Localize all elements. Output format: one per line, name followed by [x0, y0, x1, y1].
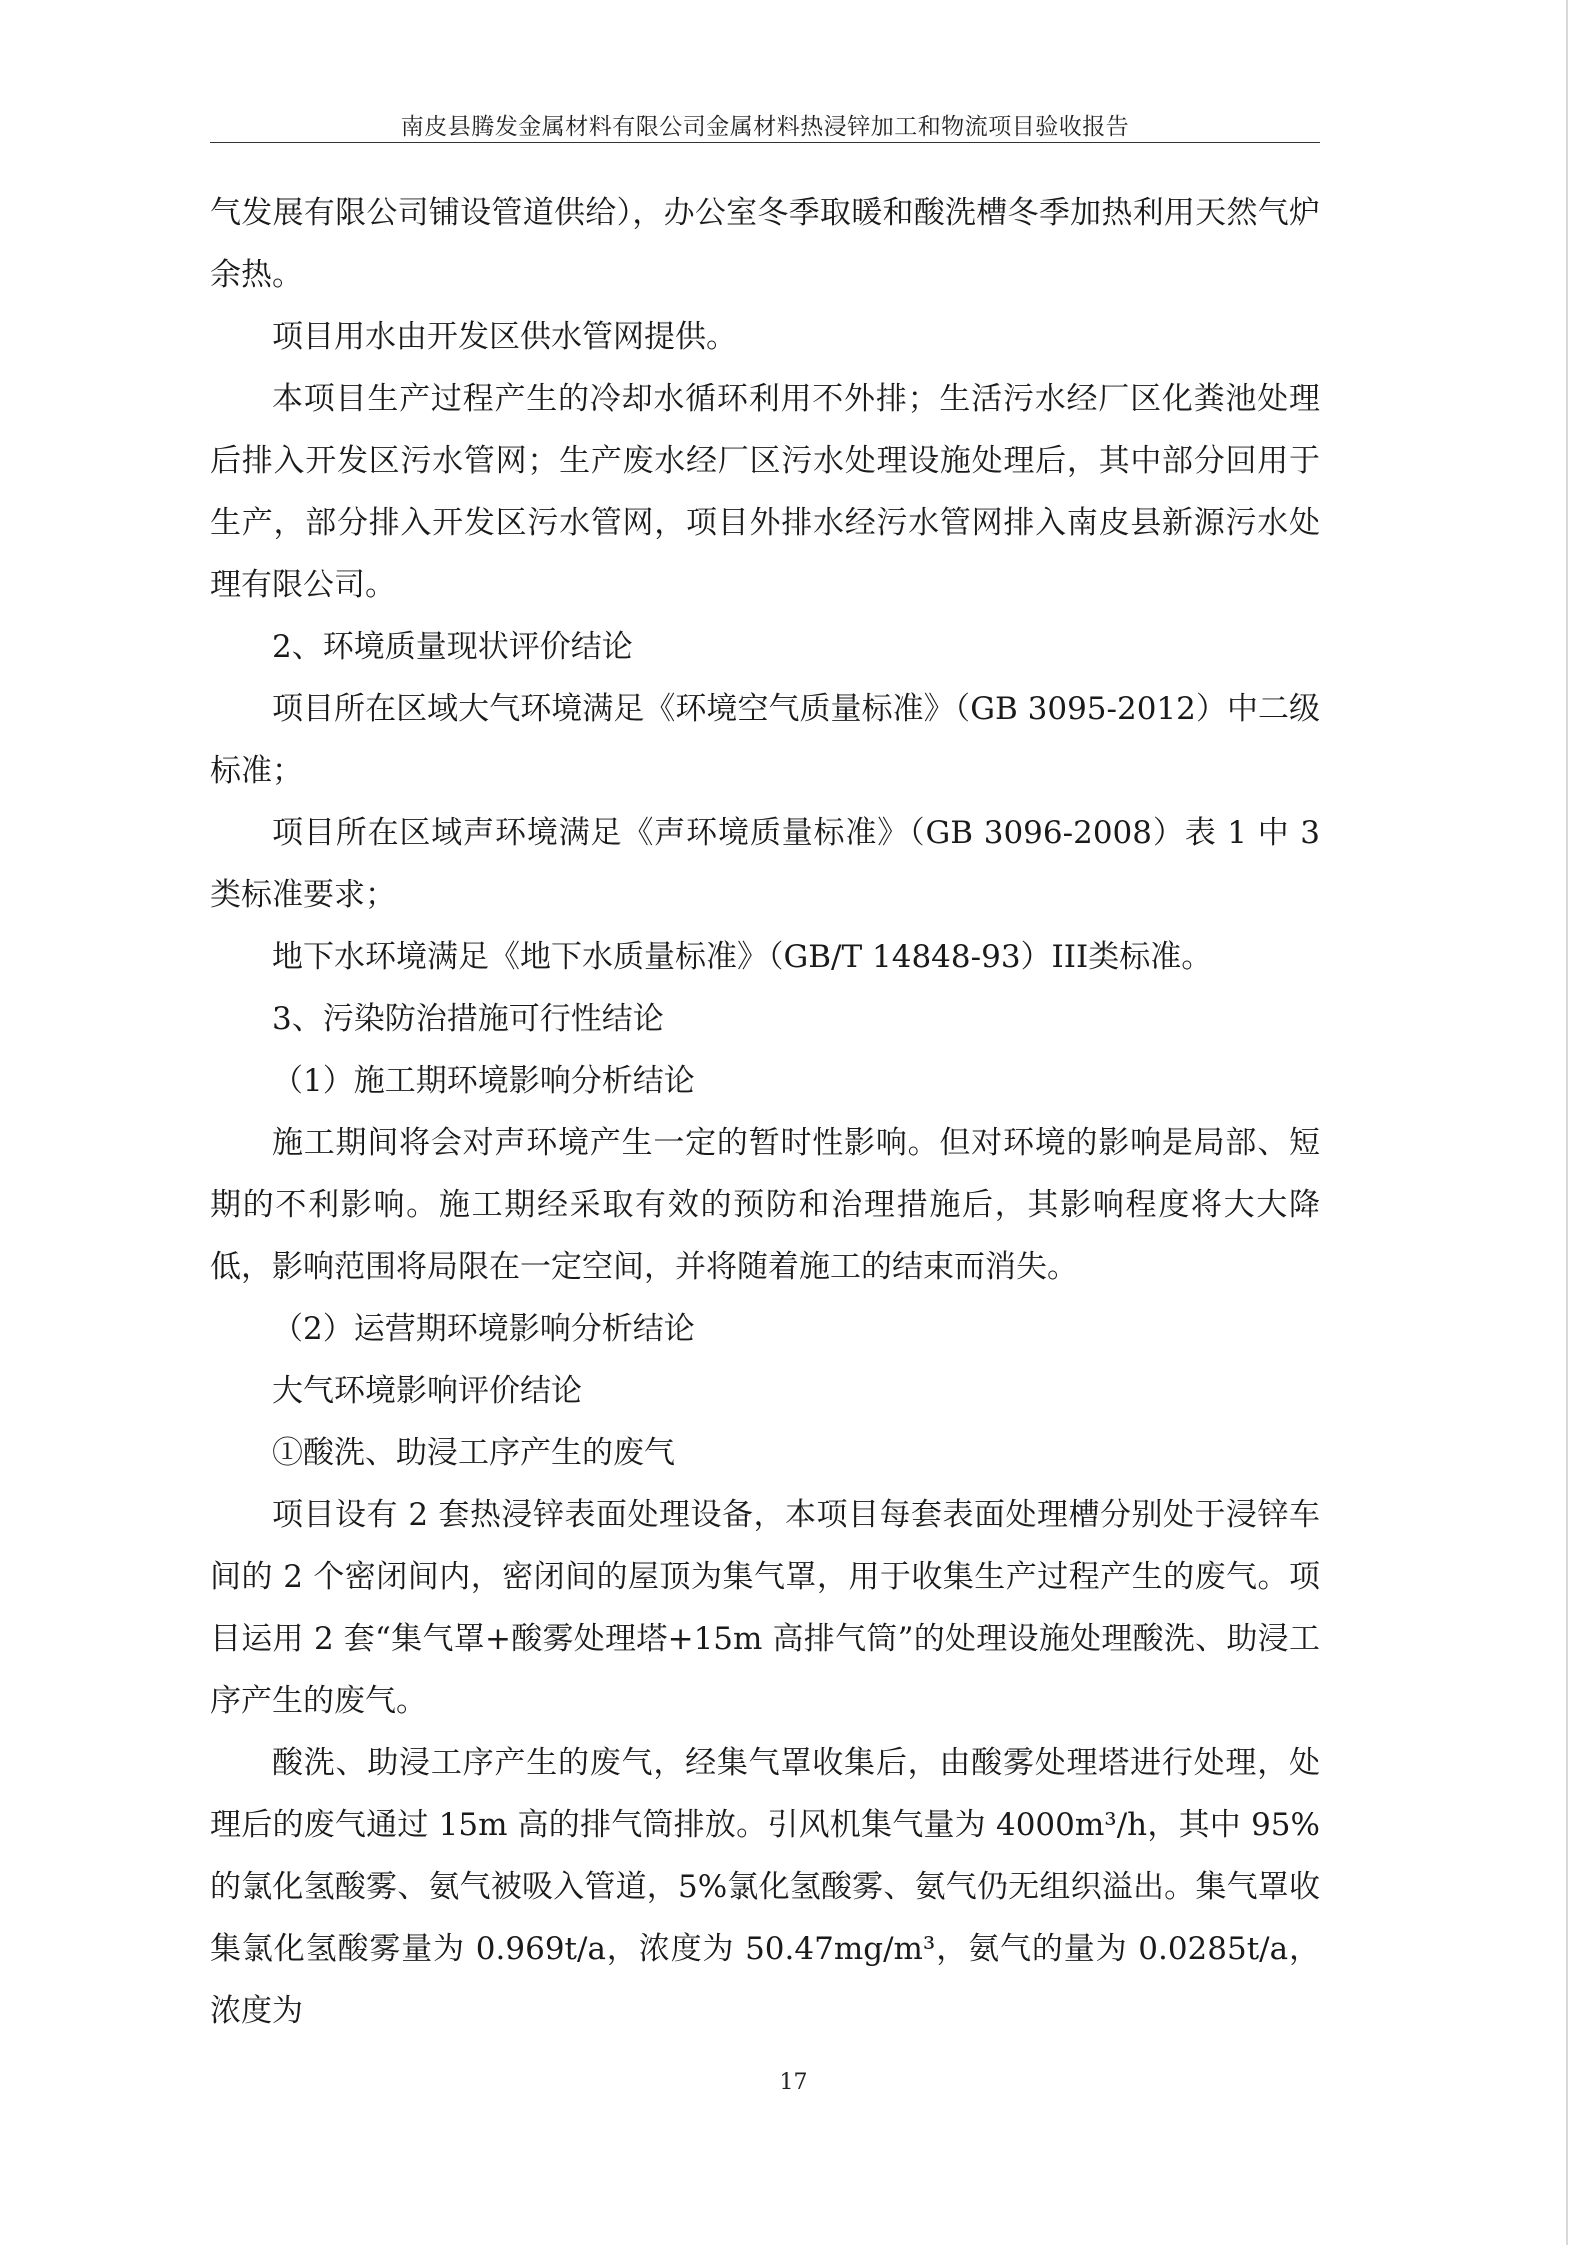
subsection-heading: 大气环境影响评价结论: [272, 1373, 582, 1409]
paragraph: 项目所在区域大气环境满足《环境空气质量标准》（GB 3095-2012）中二级标准；: [210, 691, 1320, 789]
paragraph: 项目用水由开发区供水管网提供。: [272, 319, 737, 355]
page-number: 17: [779, 2070, 808, 2095]
page-edge-shadow: [1566, 0, 1568, 2245]
paragraph: 本项目生产过程产生的冷却水循环利用不外排；生活污水经厂区化粪池处理后排入开发区污水管网；生产废水经厂区污水处理设施处理后，其中部分回用于生产，部分排入开发区污水管网，项目外排水经污水管网排入南皮县新源污水处理有限公司。: [210, 381, 1320, 603]
paragraph: 酸洗、助浸工序产生的废气，经集气罩收集后，由酸雾处理塔进行处理，处理后的废气通过 15m 高的排气筒排放。引风机集气量为 4000m³/h，其中 95%的氯化氢酸雾、氨气被吸入管道，5%氯化氢酸雾、氨气仍无组织溢出。集气罩收集氯化氢酸雾量为 0.969t/a，浓度为 50.47mg/m³，氨气的量为 0.0285t/a，浓度为: [210, 1745, 1320, 2029]
body-text: [210, 182, 1320, 2042]
paragraph: 项目设有 2 套热浸锌表面处理设备，本项目每套表面处理槽分别处于浸锌车间的 2 个密闭间内，密闭间的屋顶为集气罩，用于收集生产过程产生的废气。项目运用 2 套“集气罩+酸雾处理塔+15m 高排气筒”的处理设施处理酸洗、助浸工序产生的废气。: [210, 1497, 1320, 1719]
section-heading: 3、污染防治措施可行性结论: [272, 1001, 664, 1037]
paragraph: 项目所在区域声环境满足《声环境质量标准》（GB 3096-2008）表 1 中 3 类标准要求；: [210, 815, 1320, 913]
paragraph: 地下水环境满足《地下水质量标准》（GB/T 14848-93）III类标准。: [272, 939, 1213, 975]
subsection-heading: （1）施工期环境影响分析结论: [272, 1063, 695, 1099]
running-header: 南皮县腾发金属材料有限公司金属材料热浸锌加工和物流项目验收报告: [400, 114, 1130, 140]
paragraph: 气发展有限公司铺设管道供给），办公室冬季取暖和酸洗槽冬季加热利用天然气炉余热。: [210, 195, 1320, 293]
section-heading: 2、环境质量现状评价结论: [272, 629, 633, 665]
subsection-heading: ①酸洗、助浸工序产生的废气: [272, 1435, 675, 1471]
paragraph: 施工期间将会对声环境产生一定的暂时性影响。但对环境的影响是局部、短期的不利影响。施工期经采取有效的预防和治理措施后，其影响程度将大大降低，影响范围将局限在一定空间，并将随着施工的结束而消失。: [210, 1125, 1320, 1285]
header-rule: [210, 142, 1320, 143]
subsection-heading: （2）运营期环境影响分析结论: [272, 1311, 695, 1347]
